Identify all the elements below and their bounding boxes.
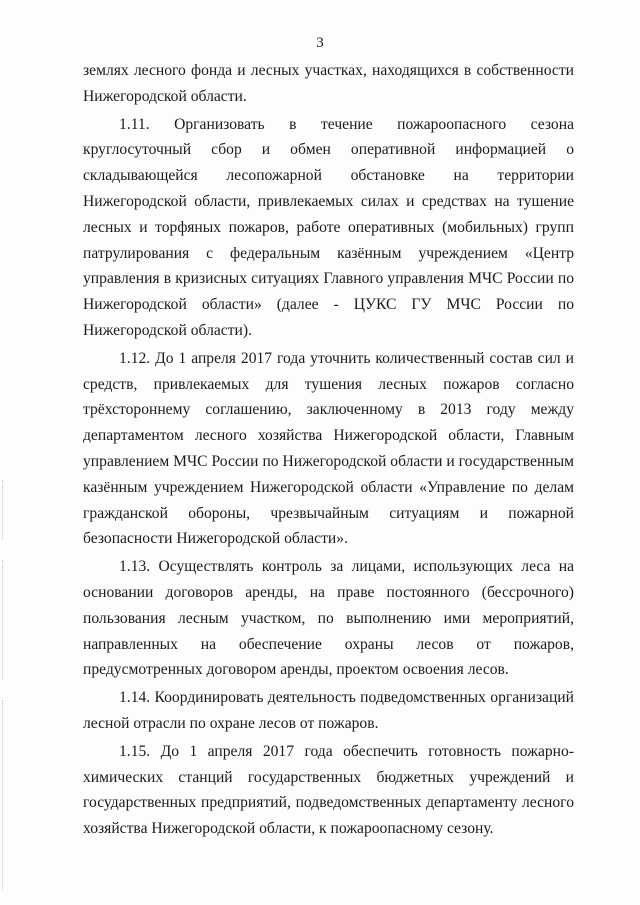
document-body xyxy=(83,58,574,844)
page-number: 3 xyxy=(316,35,324,51)
paragraph-1-15: 1.15. До 1 апреля 2017 года обеспечить готовность пожарно-химических станций государственных бюджетных учреждений и государственных предприятий, подведомственных департаменту лесного хозяйства Нижегородской области, к пожароопасному сезону. xyxy=(83,742,574,838)
scan-edge-mark xyxy=(2,480,3,540)
scan-edge-mark xyxy=(2,700,3,890)
paragraph-1-13: 1.13. Осуществлять контроль за лицами, использующих леса на основании договоров аренды, на праве постоянного (бессрочного) пользования лесным участком, по выполнению ими мероприятий, направленных на обеспечение охраны лесов от пожаров, предусмотренных договором аренды, проектом освоения лесов. xyxy=(83,558,574,679)
paragraph-1-12: 1.12. До 1 апреля 2017 года уточнить количественный состав сил и средств, привлекаемых для тушения лесных пожаров согласно трёхстороннему соглашению, заключенному в 2013 году между департаментом лесного хозяйства Нижегородской области, Главным управлением МЧС России по Нижегородской области и государственным казённым учреждением Нижегородской области «Управление по делам гражданской обороны, чрезвычайным ситуациям и пожарной безопасности Нижегородской области». xyxy=(83,349,574,548)
paragraph-continuation: землях лесного фонда и лесных участках, находящихся в собственности Нижегородской области. xyxy=(83,62,574,105)
paragraph-1-14: 1.14. Координировать деятельность подведомственных организаций лесной отрасли по охране лесов от пожаров. xyxy=(83,689,574,732)
scan-edge-mark xyxy=(2,560,3,680)
paragraph-1-11: 1.11. Организовать в течение пожароопасного сезона круглосуточный сбор и обмен оперативной информацией о складывающейся лесопожарной обстановке на территории Нижегородской области, привлекаемых силах и средствах на тушение лесных и торфяных пожаров, работе оперативных (мобильных) групп патрулирования с федеральным казённым учреждением «Центр управления в кризисных ситуациях Главного управления МЧС России по Нижегородской области» (далее - ЦУКС ГУ МЧС России по Нижегородской области). xyxy=(83,115,574,339)
